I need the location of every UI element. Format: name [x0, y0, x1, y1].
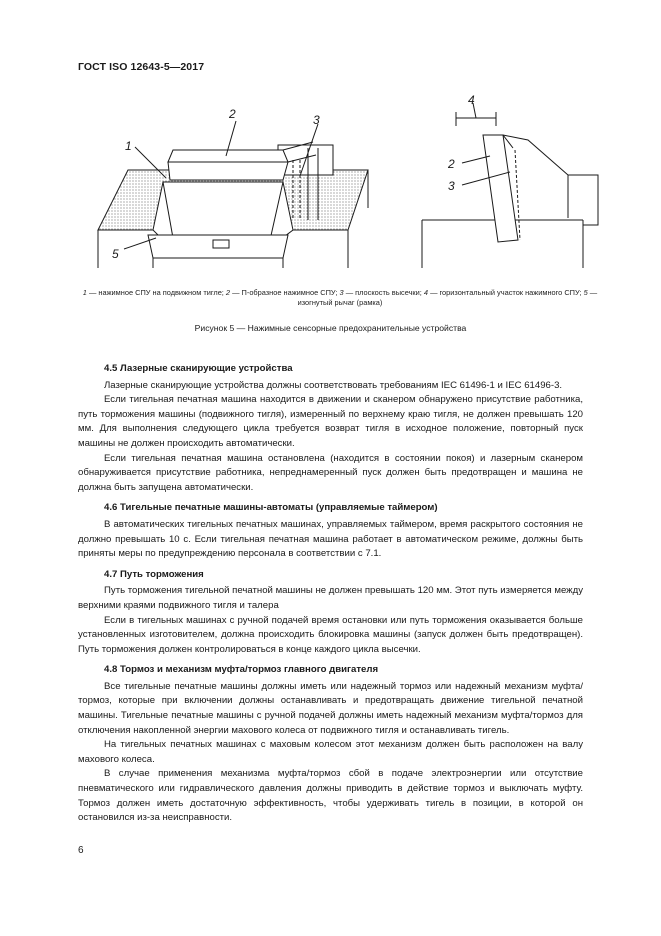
paragraph: В случае применения механизма муфта/тормоз сбой в подаче электроэнергии или отсутствие пневматического или гидравлического давления должны приводить в действие тормоз и выключать муфту. Тормоз должен иметь достаточную эффективность, чтобы удерживать тигель в позиции, в которой он остановился из-за неисправности. — [78, 768, 583, 824]
paragraph: На тигельных печатных машинах с маховым колесом этот механизм должен быть расположен на валу махового колеса. — [78, 739, 583, 765]
document-body — [78, 356, 583, 826]
legend-item: 2 — П-образное нажимное СПУ; — [225, 288, 340, 297]
paragraph: В автоматических тигельных печатных машинах, управляемых таймером, время раскрытого состояния не должно превышать 10 с. Если тигельная печатная машина работает в автоматическом режиме, должны быть приняты меры по предупреждению персонала в соответствии с 7.1. — [78, 518, 583, 560]
callout-3: 3 — [313, 113, 320, 127]
paragraph: Если тигельная печатная машина находится в движении и сканером обнаружено присутствие работника, путь торможения машины (подвижного тигля), измеренный по верхнему краю тигля, не должен превышать 120 мм. Для выполнения следующего цикла требуется возврат тигля в исходное положение, повторный пуск машины не должен происходить автоматически. — [78, 394, 583, 449]
callout-1: 1 — [125, 139, 132, 153]
section-heading-4-6: 4.6 Тигельные печатные машины-автоматы (управляемые таймером) — [104, 502, 438, 514]
paragraph: Если тигельная печатная машина остановлена (находится в состоянии покоя) и лазерным сканером обнаруживается присутствие работника, непреднамеренный пуск должен быть предотвращен и машина не должна быть запущена автоматически. — [78, 452, 583, 493]
paragraph: Все тигельные печатные машины должны иметь или надежный тормоз или надежный механизм муфта/тормоз, которые при включении должны останавливать и предотвращать движение тигельной печатной машины. Тигельные печатные машины с ручной подачей должны иметь надежный механизм муфта/тормоз для отключения накопленной энергии махового колеса от подвижного тигля и останавливать тигель. — [78, 680, 583, 736]
paragraph: Лазерные сканирующие устройства должны соответствовать требованиям IEC 61496-1 и IEC 61496-3. — [104, 379, 563, 391]
paragraph: Если в тигельных машинах с ручной подачей время остановки или путь торможения оказывается больше установленных изготовителем, должна происходить блокировка машины (запуск должен быть предотвращен). Путь торможения должен контролироваться в конце каждого цикла высечки. — [78, 614, 583, 655]
callout-4: 4 — [468, 93, 475, 107]
paragraph: Путь торможения тигельной печатной машины не должен превышать 120 мм. Этот путь измеряется между верхними краями подвижного тигля и талера — [78, 585, 583, 611]
section-heading-4-8: 4.8 Тормоз и механизм муфта/тормоз главного двигателя — [104, 664, 379, 676]
callout-2: 2 — [229, 107, 236, 121]
figure-5-illustration — [78, 90, 618, 290]
figure-legend — [80, 288, 600, 308]
section-heading-4-5: 4.5 Лазерные сканирующие устройства — [104, 363, 293, 374]
page-number: 6 — [78, 845, 84, 856]
figure-caption: Рисунок 5 — Нажимные сенсорные предохранительные устройства — [194, 323, 467, 333]
callout-3-side: 3 — [448, 179, 455, 193]
callout-2-side: 2 — [448, 157, 455, 171]
callout-5: 5 — [112, 247, 119, 261]
legend-item: 5 — изогнутый рычаг (рамка) — [297, 288, 598, 307]
legend-item: 4 — горизонтальный участок нажимного СПУ; — [423, 288, 584, 297]
p-shaped-sensor — [168, 150, 288, 162]
legend-item: 1 — нажимное СПУ на подвижном тигле; — [82, 288, 226, 297]
platen-side-view — [483, 135, 518, 242]
legend-item: 3 — плоскость высечки; — [339, 288, 424, 297]
section-heading-4-7: 4.7 Путь торможения — [104, 568, 204, 580]
document-header: ГОСТ ISO 12643-5—2017 — [78, 61, 205, 73]
